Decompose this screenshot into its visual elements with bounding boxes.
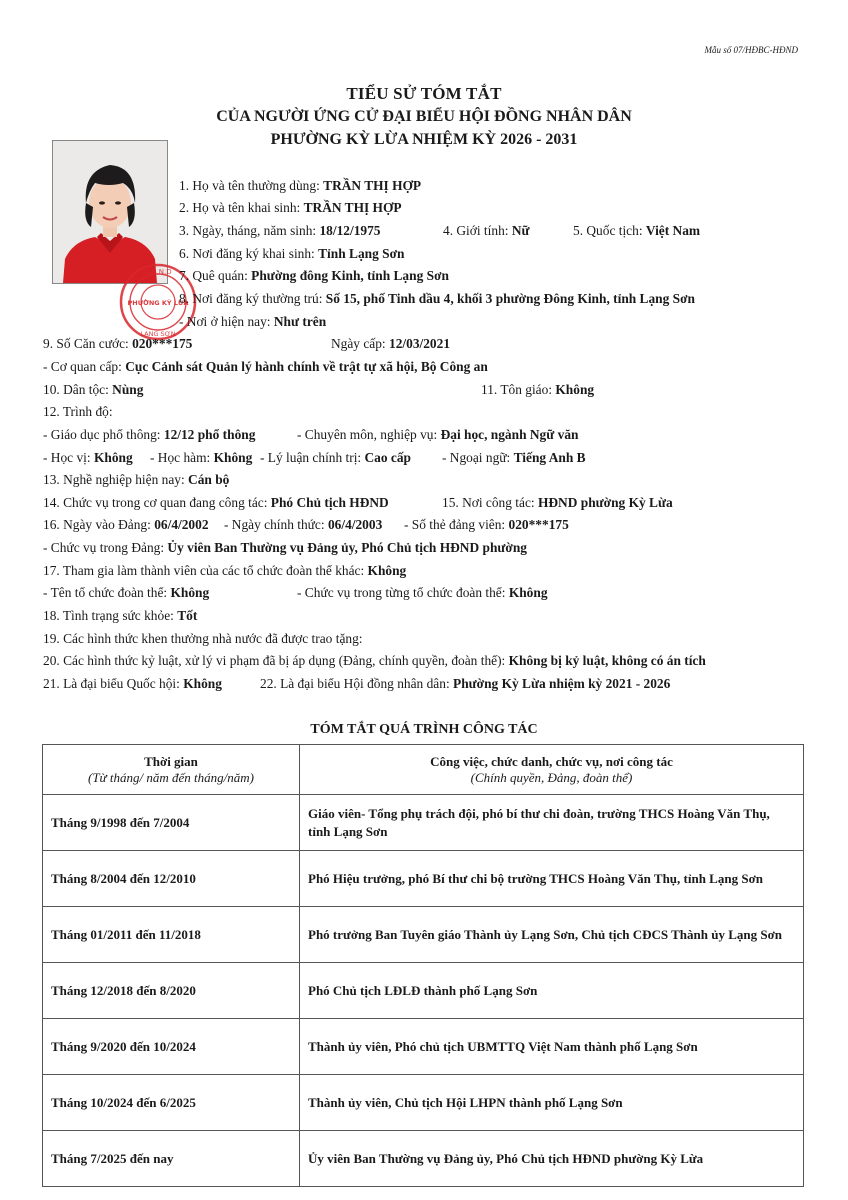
table-row (43, 1131, 804, 1187)
field-birth-date: 3. Ngày, tháng, năm sinh: 18/12/1975 (179, 223, 381, 238)
page-title: TIỂU SỬ TÓM TẮT (346, 84, 502, 103)
page-subtitle-1: CỦA NGƯỜI ỨNG CỬ ĐẠI BIỂU HỘI ĐỒNG NHÂN DÂN (216, 108, 632, 125)
job-cell: Phó trưởng Ban Tuyên giáo Thành ủy Lạng Sơn, Chủ tịch CĐCS Thành ủy Lạng Sơn (300, 907, 804, 963)
column-header-time: Thời gian (Từ tháng/ năm đến tháng/năm) (43, 745, 300, 795)
field-id-number: 9. Số Căn cước: 020***175 (43, 336, 193, 351)
field-organization-role: - Chức vụ trong từng tổ chức đoàn thể: Không (297, 585, 548, 600)
table-row (43, 795, 804, 851)
table-row (43, 851, 804, 907)
time-cell: Tháng 12/2018 đến 8/2020 (43, 963, 300, 1019)
table-header-row (43, 745, 804, 795)
svg-text:Ủ.B.N.D: Ủ.B.N.D (144, 268, 172, 276)
field-id-issue-date: Ngày cấp: 12/03/2021 (331, 336, 451, 351)
work-history-title: TÓM TẮT QUÁ TRÌNH CÔNG TÁC (310, 722, 538, 737)
field-birth-registration: 6. Nơi đăng ký khai sinh: Tỉnh Lạng Sơn (179, 246, 405, 261)
field-nationality: 5. Quốc tịch: Việt Nam (573, 223, 701, 238)
job-cell: Thành ủy viên, Phó chủ tịch UBMTTQ Việt Nam thành phố Lạng Sơn (300, 1019, 804, 1075)
job-cell: Phó Chủ tịch LĐLĐ thành phố Lạng Sơn (300, 963, 804, 1019)
field-specialization: - Chuyên môn, nghiệp vụ: Đại học, ngành Ngữ văn (297, 427, 579, 442)
time-cell: Tháng 9/1998 đến 7/2004 (43, 795, 300, 851)
field-general-education: - Giáo dục phổ thông: 12/12 phổ thông (43, 427, 256, 442)
field-party-card: - Số thẻ đảng viên: 020***175 (404, 517, 569, 532)
svg-text:LẠNG SƠN: LẠNG SƠN (140, 330, 176, 338)
field-gender: 4. Giới tính: Nữ (443, 223, 530, 238)
field-permanent-residence: 8. Nơi đăng ký thường trú: Số 15, phố Tinh dầu 4, khối 3 phường Đông Kinh, tỉnh Lạng Sơn (179, 291, 695, 306)
table-row (43, 1019, 804, 1075)
field-organizations: 17. Tham gia làm thành viên của các tổ chức đoàn thể khác: Không (43, 563, 407, 578)
field-religion: 11. Tôn giáo: Không (481, 382, 595, 397)
time-cell: Tháng 01/2011 đến 11/2018 (43, 907, 300, 963)
field-party-join-date: 16. Ngày vào Đảng: 06/4/2002 (43, 517, 209, 532)
field-id-issuer: - Cơ quan cấp: Cục Cảnh sát Quản lý hành chính về trật tự xã hội, Bộ Công an (43, 359, 488, 374)
time-cell: Tháng 8/2004 đến 12/2010 (43, 851, 300, 907)
field-council-delegate: 22. Là đại biểu Hội đồng nhân dân: Phường Kỳ Lừa nhiệm kỳ 2021 - 2026 (260, 676, 671, 691)
field-awards: 19. Các hình thức khen thưởng nhà nước đã được trao tặng: (43, 631, 363, 646)
field-birth-name: 2. Họ và tên khai sinh: TRẦN THỊ HỢP (179, 200, 402, 215)
field-current-residence: - Nơi ở hiện nay: Như trên (179, 314, 327, 329)
field-common-name: 1. Họ và tên thường dùng: TRẦN THỊ HỢP (179, 178, 422, 193)
field-academic-title: - Học hàm: Không (150, 450, 253, 465)
field-position: 14. Chức vụ trong cơ quan đang công tác: Phó Chủ tịch HĐND (43, 495, 389, 510)
field-hometown: 7. Quê quán: Phường đông Kinh, tỉnh Lạng Sơn (179, 268, 449, 283)
table-row (43, 1075, 804, 1131)
form-code: Mẫu số 07/HĐBC-HĐND (704, 45, 798, 55)
svg-text:PHƯỜNG KỲ LỪA: PHƯỜNG KỲ LỪA (127, 299, 189, 307)
field-health: 18. Tình trạng sức khỏe: Tốt (43, 608, 198, 623)
field-party-official-date: - Ngày chính thức: 06/4/2003 (224, 517, 383, 532)
job-cell: Giáo viên- Tổng phụ trách đội, phó bí thư chi đoàn, trường THCS Hoàng Văn Thụ, tỉnh Lạng Sơn (300, 795, 804, 851)
time-cell: Tháng 7/2025 đến nay (43, 1131, 300, 1187)
job-cell: Thành ủy viên, Chủ tịch Hội LHPN thành phố Lạng Sơn (300, 1075, 804, 1131)
page-subtitle-2: PHƯỜNG KỲ LỪA NHIỆM KỲ 2026 - 2031 (270, 131, 578, 148)
time-cell: Tháng 9/2020 đến 10/2024 (43, 1019, 300, 1075)
table-row (43, 963, 804, 1019)
field-foreign-language: - Ngoại ngữ: Tiếng Anh B (442, 450, 586, 465)
field-national-assembly: 21. Là đại biểu Quốc hội: Không (43, 676, 222, 691)
field-education-heading: 12. Trình độ: (43, 404, 113, 419)
field-political-theory: - Lý luận chính trị: Cao cấp (260, 450, 411, 465)
time-cell: Tháng 10/2024 đến 6/2025 (43, 1075, 300, 1131)
field-degree: - Học vị: Không (43, 450, 133, 465)
work-history-table (42, 744, 804, 1187)
field-ethnicity: 10. Dân tộc: Nùng (43, 382, 144, 397)
job-cell: Ủy viên Ban Thường vụ Đảng ủy, Phó Chủ tịch HĐND phường Kỳ Lừa (300, 1131, 804, 1187)
column-header-job: Công việc, chức danh, chức vụ, nơi công tác (Chính quyền, Đảng, đoàn thể) (300, 745, 804, 795)
job-cell: Phó Hiệu trưởng, phó Bí thư chi bộ trường THCS Hoàng Văn Thụ, tỉnh Lạng Sơn (300, 851, 804, 907)
field-occupation: 13. Nghề nghiệp hiện nay: Cán bộ (43, 472, 230, 487)
field-discipline: 20. Các hình thức kỷ luật, xử lý vi phạm đã bị áp dụng (Đảng, chính quyền, đoàn thể): Không bị kỷ luật, không có án tích (43, 653, 706, 668)
field-workplace: 15. Nơi công tác: HĐND phường Kỳ Lừa (442, 495, 673, 510)
field-organization-name: - Tên tổ chức đoàn thể: Không (43, 585, 210, 600)
table-row (43, 907, 804, 963)
field-party-position: - Chức vụ trong Đảng: Ủy viên Ban Thường vụ Đảng ủy, Phó Chủ tịch HĐND phường (43, 540, 527, 555)
